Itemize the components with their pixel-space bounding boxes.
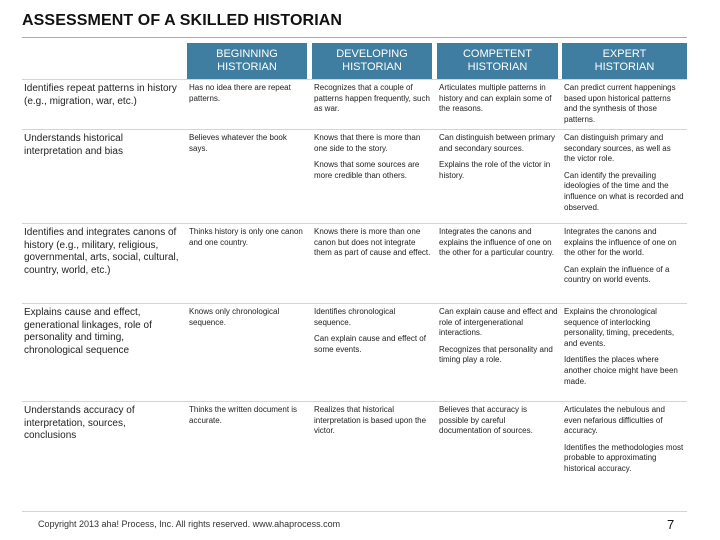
- rubric-cell: [564, 405, 684, 481]
- cell-descriptor: Identifies the methodologies most probable to approximating historical accuracy.: [564, 442, 684, 473]
- rubric-cell: [564, 133, 684, 219]
- cell-descriptor: Thinks history is only one canon and one country.: [189, 227, 303, 247]
- cell-descriptor: Thinks the written document is accurate.: [189, 405, 298, 425]
- rubric-rows: [22, 79, 687, 512]
- rubric-cell: [564, 307, 684, 393]
- cell-descriptor: Explains the chronological sequence of interlocking personality, timing, precedents, and events.: [564, 307, 675, 348]
- criterion-label: Understands accuracy of interpretation, sources, conclusions: [24, 405, 135, 441]
- criterion-label: Identifies and integrates canons of history (e.g., military, religious, governmental, arts, social, cultural, country, world, etc.): [24, 227, 179, 276]
- cell-descriptor: Articulates multiple patterns in history and can explain some of the reasons.: [439, 83, 552, 114]
- title-divider: [22, 37, 687, 38]
- rubric-cell: [189, 405, 307, 432]
- rubric-cell: [314, 227, 432, 265]
- rubric-row: [22, 303, 687, 401]
- cell-descriptor: Integrates the canons and explains the influence of one on the other for a particular country.: [439, 227, 555, 258]
- cell-descriptor: Recognizes that personality and timing play a role.: [439, 344, 553, 365]
- cell-descriptor: Realizes that historical interpretation is based upon the victor.: [314, 405, 427, 436]
- rubric-cell: [439, 405, 558, 443]
- column-header-expert: EXPERT HISTORIAN: [562, 43, 687, 79]
- column-header-developing: DEVELOPING HISTORIAN: [312, 43, 432, 79]
- cell-descriptor: Articulates the nebulous and even nefarious difficulties of accuracy.: [564, 405, 665, 436]
- rubric-table: [22, 43, 687, 512]
- criterion-label: Understands historical interpretation and bias: [24, 133, 123, 157]
- cell-descriptor: Can explain cause and effect and role of intergenerational interactions.: [439, 307, 558, 338]
- copyright-footer: Copyright 2013 aha! Process, Inc. All rights reserved. www.ahaprocess.com: [38, 519, 341, 529]
- cell-descriptor: Can explain cause and effect of some events.: [314, 334, 426, 354]
- cell-descriptor: Can predict current happenings based upon historical patterns and the synthesis of those patterns.: [564, 83, 676, 124]
- rubric-cell: [439, 227, 558, 265]
- cell-descriptor: Can identify the prevailing ideologies of the time and the influence on what is recorded and observed.: [564, 170, 684, 212]
- cell-descriptor: Knows that some sources are more credible than others.: [314, 160, 420, 180]
- rubric-cell: [564, 83, 684, 131]
- cell-descriptor: Integrates the canons and explains the influence of one on the other for the world.: [564, 227, 677, 258]
- criterion-label: Identifies repeat patterns in history (e.g., migration, war, etc.): [24, 83, 177, 107]
- rubric-row: [22, 223, 687, 303]
- cell-descriptor: Can distinguish primary and secondary sources, as well as the victor role.: [564, 133, 671, 164]
- header-row: [22, 43, 687, 79]
- rubric-cell: [189, 133, 307, 160]
- rubric-row: [22, 401, 687, 512]
- cell-descriptor: Can distinguish between primary and secondary sources.: [439, 133, 556, 153]
- cell-descriptor: Identifies the places where another choice might have been made.: [564, 355, 678, 386]
- cell-descriptor: Recognizes that a couple of patterns happen frequently, such as war.: [314, 83, 430, 114]
- cell-descriptor: Identifies chronological sequence.: [314, 307, 396, 327]
- page-number: 7: [667, 517, 675, 532]
- rubric-cell: [314, 405, 432, 443]
- page-title: ASSESSMENT OF A SKILLED HISTORIAN: [22, 12, 343, 29]
- rubric-cell: [189, 307, 307, 334]
- rubric-cell: [314, 307, 432, 361]
- cell-descriptor: Explains the role of the victor in history.: [439, 160, 551, 180]
- column-header-competent: COMPETENT HISTORIAN: [437, 43, 558, 79]
- footer-divider: [22, 511, 687, 512]
- rubric-cell: [439, 307, 558, 372]
- rubric-row: [22, 79, 687, 129]
- rubric-cell: [189, 83, 307, 110]
- cell-descriptor: Knows only chronological sequence.: [189, 307, 280, 327]
- rubric-cell: [189, 227, 307, 254]
- rubric-cell: [439, 83, 558, 121]
- rubric-cell: [314, 133, 432, 187]
- criterion-label: Explains cause and effect, generational linkages, role of personality and timing, chronological sequence: [24, 307, 152, 356]
- cell-descriptor: Has no idea there are repeat patterns.: [189, 83, 291, 103]
- cell-descriptor: Believes whatever the book says.: [189, 133, 287, 153]
- column-header-beginning: BEGINNING HISTORIAN: [187, 43, 307, 79]
- cell-descriptor: Believes that accuracy is possible by careful documentation of sources.: [439, 405, 533, 436]
- rubric-row: [22, 129, 687, 223]
- rubric-cell: [564, 227, 684, 292]
- cell-descriptor: Knows that there is more than one side to the story.: [314, 133, 421, 153]
- rubric-cell: [439, 133, 558, 187]
- cell-descriptor: Knows there is more than one canon but does not integrate them as part of cause and effect.: [314, 227, 431, 258]
- rubric-cell: [314, 83, 432, 121]
- cell-descriptor: Can explain the influence of a country on world events.: [564, 264, 670, 285]
